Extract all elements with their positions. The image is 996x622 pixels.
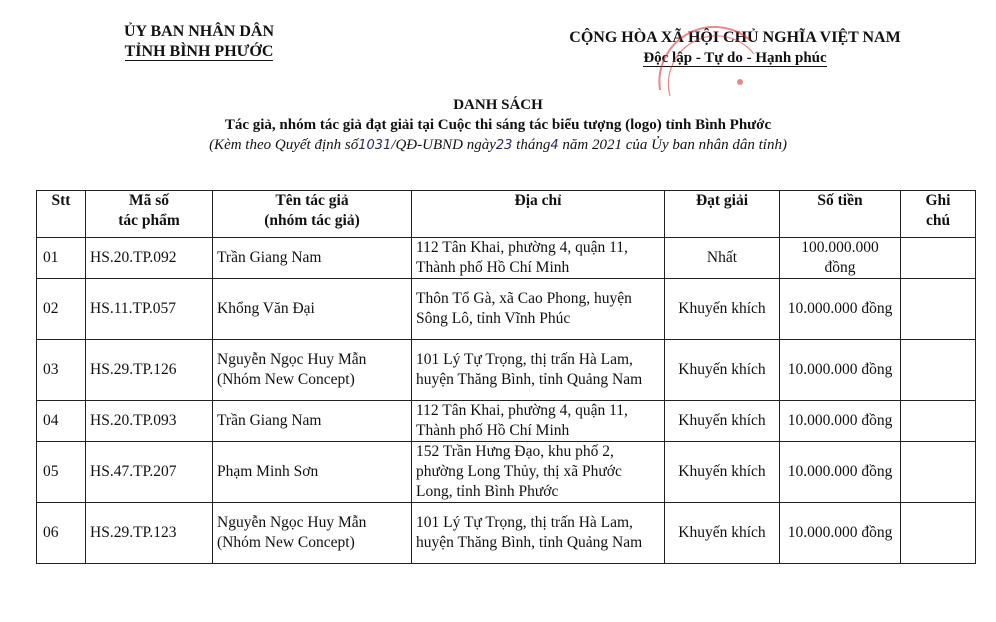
- cell-amount: 10.000.000 đồng: [780, 503, 901, 564]
- cell-stt: 02: [37, 279, 86, 340]
- cell-author: Trần Giang Nam: [213, 238, 412, 279]
- table-row: [37, 279, 976, 340]
- cell-stt: 01: [37, 238, 86, 279]
- cell-note: [901, 503, 976, 564]
- decision-reference: (Kèm theo Quyết định số1031/QĐ-UBND ngày23 tháng4 năm 2021 của Ủy ban nhân dân tỉnh): [209, 137, 787, 153]
- table-row: [37, 442, 976, 503]
- cell-code: HS.29.TP.123: [86, 503, 213, 564]
- cell-amount: 10.000.000 đồng: [780, 340, 901, 401]
- cell-author: Trần Giang Nam: [213, 401, 412, 442]
- cell-address: 101 Lý Tự Trọng, thị trấn Hà Lam, huyện Thăng Bình, tỉnh Quảng Nam: [412, 503, 665, 564]
- cell-code: HS.20.TP.092: [86, 238, 213, 279]
- cell-code: HS.11.TP.057: [86, 279, 213, 340]
- country-name: CỘNG HÒA XÃ HỘI CHỦ NGHĨA VIỆT NAM: [569, 29, 901, 46]
- cell-amount: 100.000.000 đồng: [780, 238, 901, 279]
- decision-day: 23: [495, 138, 513, 153]
- cell-address: 112 Tân Khai, phường 4, quận 11, Thành phố Hồ Chí Minh: [412, 401, 665, 442]
- national-motto: Độc lập - Tự do - Hạnh phúc: [643, 50, 827, 66]
- cell-code: HS.47.TP.207: [86, 442, 213, 503]
- cell-address: Thôn Tổ Gà, xã Cao Phong, huyện Sông Lô, tỉnh Vĩnh Phúc: [412, 279, 665, 340]
- cell-prize: Khuyến khích: [665, 279, 780, 340]
- header-author: Tên tác giả (nhóm tác giả): [213, 191, 412, 238]
- cell-stt: 03: [37, 340, 86, 401]
- header-code: Mã số tác phẩm: [86, 191, 213, 238]
- table-row: [37, 401, 976, 442]
- cell-stt: 05: [37, 442, 86, 503]
- cell-stt: 06: [37, 503, 86, 564]
- document-subtitle: Tác giả, nhóm tác giả đạt giải tại Cuộc thi sáng tác biểu tượng (logo) tỉnh Bình Phước: [224, 117, 772, 133]
- issuer-block: [84, 22, 314, 62]
- header-stt: Stt: [37, 191, 86, 238]
- cell-amount: 10.000.000 đồng: [780, 279, 901, 340]
- cell-stt: 04: [37, 401, 86, 442]
- cell-note: [901, 401, 976, 442]
- cell-address: 112 Tân Khai, phường 4, quận 11, Thành phố Hồ Chí Minh: [412, 238, 665, 279]
- cell-prize: Nhất: [665, 238, 780, 279]
- header-prize: Đạt giải: [665, 191, 780, 238]
- cell-address: 101 Lý Tự Trọng, thị trấn Hà Lam, huyện Thăng Bình, tỉnh Quảng Nam: [412, 340, 665, 401]
- document-heading: [0, 95, 996, 156]
- header-address: Địa chỉ: [412, 191, 665, 238]
- cell-note: [901, 279, 976, 340]
- cell-code: HS.29.TP.126: [86, 340, 213, 401]
- table-row: [37, 503, 976, 564]
- cell-address: 152 Trần Hưng Đạo, khu phố 2, phường Long Thủy, thị xã Phước Long, tỉnh Bình Phước: [412, 442, 665, 503]
- cell-author: Nguyễn Ngọc Huy Mẫn (Nhóm New Concept): [213, 340, 412, 401]
- national-header: [520, 28, 950, 68]
- cell-prize: Khuyến khích: [665, 442, 780, 503]
- table-header-row: [37, 191, 976, 238]
- header-amount: Số tiền: [780, 191, 901, 238]
- cell-note: [901, 442, 976, 503]
- table-row: [37, 238, 976, 279]
- cell-author: Nguyễn Ngọc Huy Mẫn (Nhóm New Concept): [213, 503, 412, 564]
- issuer-line-2: TỈNH BÌNH PHƯỚC: [124, 43, 274, 60]
- decision-number: 1031: [358, 138, 392, 153]
- cell-author: Phạm Minh Sơn: [213, 442, 412, 503]
- cell-note: [901, 238, 976, 279]
- cell-author: Khổng Văn Đại: [213, 279, 412, 340]
- cell-prize: Khuyến khích: [665, 340, 780, 401]
- awards-table: [36, 190, 976, 564]
- cell-prize: Khuyến khích: [665, 503, 780, 564]
- cell-amount: 10.000.000 đồng: [780, 442, 901, 503]
- cell-prize: Khuyến khích: [665, 401, 780, 442]
- document-title: DANH SÁCH: [453, 97, 543, 113]
- issuer-line-1: ỦY BAN NHÂN DÂN: [123, 23, 275, 40]
- table-row: [37, 340, 976, 401]
- cell-code: HS.20.TP.093: [86, 401, 213, 442]
- cell-amount: 10.000.000 đồng: [780, 401, 901, 442]
- decision-month: 4: [550, 138, 559, 153]
- header-note: Ghi chú: [901, 191, 976, 238]
- cell-note: [901, 340, 976, 401]
